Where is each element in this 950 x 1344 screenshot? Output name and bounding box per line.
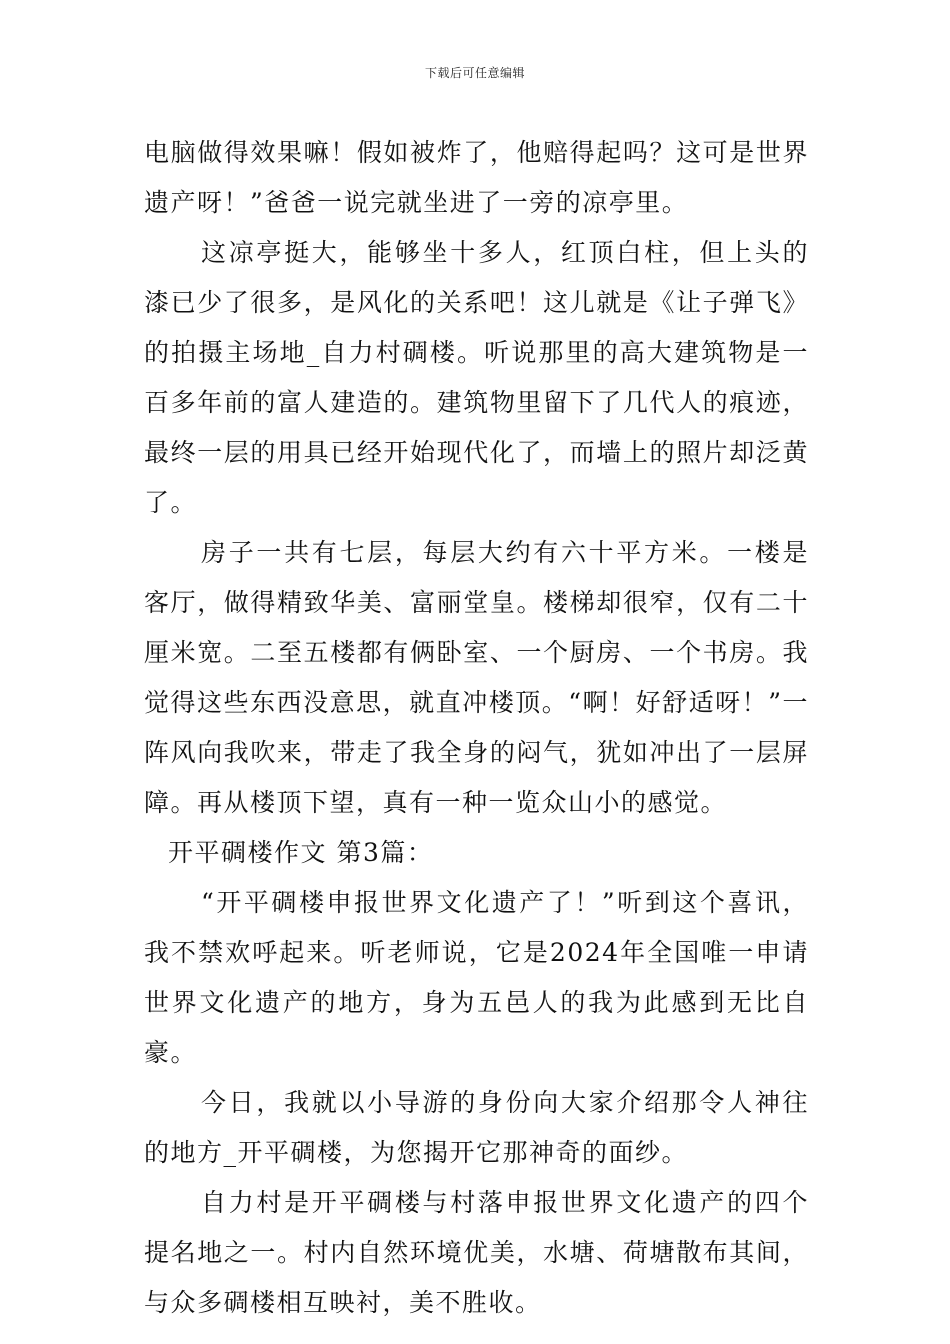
paragraph-continuation: 电脑做得效果嘛！假如被炸了，他赔得起吗？这可是世界遗产呀！”爸爸一说完就坐进了一旁的凉亭里。 — [144, 138, 809, 217]
document-body — [144, 128, 809, 1328]
paragraph-heritage-news: “开平碉楼申报世界文化遗产了！”听到这个喜讯，我不禁欢呼起来。听老师说，它是2024年全国唯一申请世界文化遗产的地方，身为五邑人的我为此感到无比自豪。 — [144, 888, 809, 1067]
paragraph-zili-village: 自力村是开平碉楼与村落申报世界文化遗产的四个提名地之一。村内自然环境优美，水塘、荷塘散布其间，与众多碉楼相互映衬，美不胜收。 — [144, 1188, 809, 1317]
paragraph-pavilion: 这凉亭挺大，能够坐十多人，红顶白柱，但上头的漆已少了很多，是风化的关系吧！这儿就是《让子弹飞》的拍摄主场地_自力村碉楼。听说那里的高大建筑物是一百多年前的富人建造的。建筑物里留下了几代人的痕迹，最终一层的用具已经开始现代化了，而墙上的照片却泛黄了。 — [144, 238, 809, 517]
section-heading: 开平碉楼作文 第3篇： — [168, 838, 434, 867]
paragraph-tour-guide: 今日，我就以小导游的身份向大家介绍那令人神往的地方_开平碉楼，为您揭开它那神奇的面纱。 — [144, 1088, 809, 1167]
page-header-note: 下载后可任意编辑 — [424, 66, 525, 80]
paragraph-house-floors: 房子一共有七层，每层大约有六十平方米。一楼是客厅，做得精致华美、富丽堂皇。楼梯却很窄，仅有二十厘米宽。二至五楼都有俩卧室、一个厨房、一个书房。我觉得这些东西没意思，就直冲楼顶。“啊！好舒适呀！”一阵风向我吹来，带走了我全身的闷气，犹如冲出了一层屏障。再从楼顶下望，真有一种一览众山小的感觉。 — [144, 538, 809, 817]
